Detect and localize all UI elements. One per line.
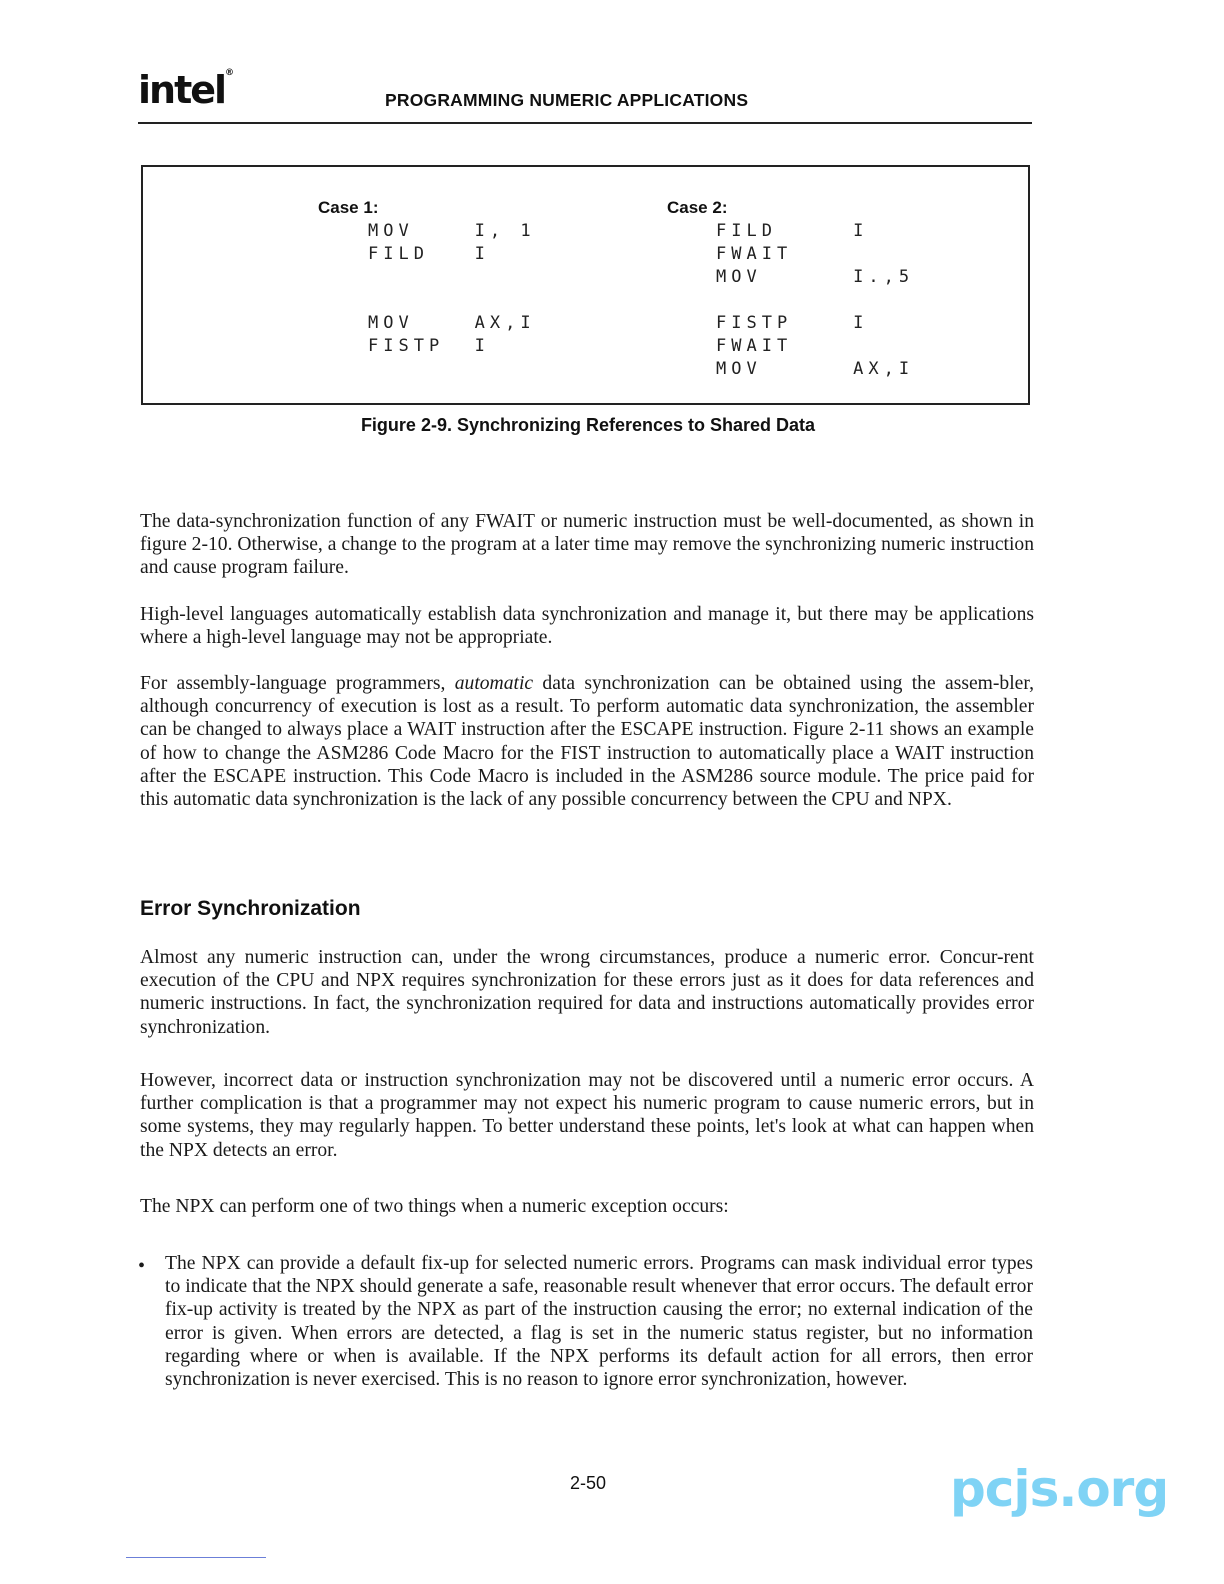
case-2-line: FILD I: [716, 221, 869, 241]
page-number: 2-50: [569, 1473, 607, 1493]
case-1-line: MOV AX,I: [368, 313, 536, 333]
section-heading: Error Synchronization: [140, 897, 361, 920]
figure-caption: Figure 2-9. Synchronizing References to Shared Data: [360, 415, 816, 435]
emphasis-automatic: automatic: [454, 673, 534, 694]
case-1-line: FILD I: [368, 244, 490, 264]
case-2-line: FISTP I: [716, 313, 869, 333]
case-1-line: FISTP I: [368, 336, 490, 356]
figure-2-9-box: [141, 165, 1030, 405]
paragraph-assembly: [140, 672, 1034, 811]
paragraph-assembly-body: data synchronization can be obtained using the assem-bler, although concurrency of execution is lost as a result. To perform automatic data synchronization, the assembler can be changed to always place a WAIT instruction after the ESCAPE instruction. Figure 2-11 shows an example of how to change the ASM286 Code Macro for the FIST instruction to automatically place a WAIT instruction after the ESCAPE instruction. This Code Macro is included in the ASM286 source module. The price paid for this automatic data synchronization is the lack of any possible concurrency between the CPU and NPX.: [140, 673, 1034, 811]
registered-mark: ®: [225, 68, 235, 78]
case-2-line: FWAIT: [716, 244, 793, 264]
paragraph-error-sync: Almost any numeric instruction can, under the wrong circumstances, produce a numeric error. Concur-rent execution of the CPU and NPX requires synchronization for these errors just as it does for data references and numeric instructions. In fact, the synchronization required for data and instructions automatically provides error synchronization.: [140, 947, 1034, 1038]
paragraph-data-sync: The data-synchronization function of any FWAIT or numeric instruction must be well-documented, as shown in figure 2-10. Otherwise, a change to the program at a later time may remove the synchronizing numeric instruction and cause program failure.: [140, 511, 1034, 579]
bullet-dot: •: [138, 1255, 146, 1277]
case-2-line: MOV I.,5: [716, 267, 915, 287]
paragraph-assembly-lead: For assembly-language programmers,: [140, 673, 455, 694]
case-2-label: Case 2:: [667, 198, 728, 217]
header-rule: [138, 122, 1032, 124]
case-1-label: Case 1:: [318, 198, 379, 217]
bottom-rule: [126, 1557, 266, 1558]
watermark: pcjs.org: [950, 1460, 1169, 1518]
case-1-line: MOV I, 1: [368, 221, 536, 241]
logo-text: intel: [138, 68, 226, 112]
paragraph-incorrect-sync: However, incorrect data or instruction synchronization may not be discovered until a numeric error occurs. A further complication is that a programmer may not expect his numeric program to cause numeric errors, but in some systems, they may regularly happen. To better understand these points, let's look at what can happen when the NPX detects an error.: [140, 1070, 1034, 1161]
intel-logo: [138, 68, 234, 112]
running-header: PROGRAMMING NUMERIC APPLICATIONS: [385, 90, 749, 110]
case-2-line: MOV AX,I: [716, 359, 915, 379]
bullet-default-fixup: The NPX can provide a default fix-up for selected numeric errors. Programs can mask individual error types to indicate that the NPX should generate a safe, reasonable result whenever that error occurs. The default error fix-up activity is treated by the NPX as part of the instruction causing the error; no external indication of the error is given. When errors are detected, a flag is set in the numeric status register, but no information regarding where or when is available. If the NPX performs its default action for all errors, then error synchronization is never exercised. This is no reason to ignore error synchronization, however.: [165, 1253, 1033, 1391]
paragraph-two-things: The NPX can perform one of two things when a numeric exception occurs:: [140, 1196, 729, 1217]
case-2-line: FWAIT: [716, 336, 793, 356]
paragraph-high-level: High-level languages automatically establish data synchronization and manage it, but there may be applications where a high-level language may not be appropriate.: [140, 604, 1034, 649]
